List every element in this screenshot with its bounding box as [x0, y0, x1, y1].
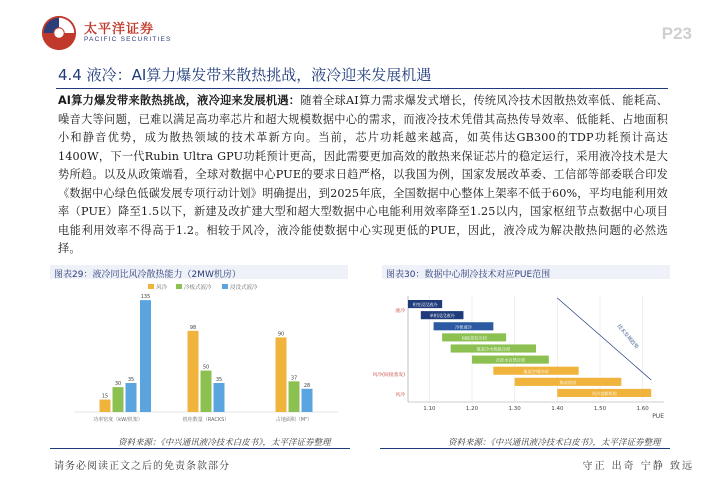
section-underline: [56, 88, 668, 89]
x-axis-title: PUE: [652, 413, 664, 420]
legend-swatch-1: [176, 284, 182, 289]
body-paragraph: [58, 92, 668, 259]
liquid-vs-air-cooling-bar-chart: [56, 282, 346, 432]
trend-label: 技术发展趋势: [615, 323, 640, 351]
data-label-1-2: 35: [215, 377, 223, 383]
page-number: P23: [661, 24, 692, 43]
x-tick-4: 1.50: [593, 406, 607, 412]
data-label-2-0: 90: [277, 331, 285, 338]
footer-motto: 守正 出奇 宁静 致远: [582, 461, 694, 472]
figure-30-rule: [380, 448, 670, 449]
pue-bar-label-6: 氟泵空调冷却: [523, 368, 549, 374]
data-label-1-0: 98: [189, 324, 197, 331]
pue-bar-label-7: 集成机房: [559, 379, 577, 385]
data-label-0-2: 35: [127, 377, 135, 383]
figure-29-rule: [50, 448, 350, 449]
legend-label-0: 风冷: [156, 285, 168, 291]
bar-0-1: [113, 387, 124, 412]
legend-swatch-2: [222, 284, 228, 289]
category-label-0: 功率密度（kW/机架）: [93, 417, 143, 423]
paragraph-body: 随着全球AI算力需求爆发式增长，传统风冷技术因散热效率低、能耗高、噪音大等问题，已难以满足高功率芯片和超大规模数据中心的需求，而液冷技术凭借其高热传导效率、低能耗、占地面积小和静音优势，成为散热领域的技术革新方向。当前，芯片功耗越来越高，如英伟达GB300的TDP功耗预计高达1400W，下一代Rubin Ultra GPU功耗预计更高，因此需要更加高效的散热来保证芯片的稳定运行，采用液冷技术是大势所趋。以及从政策端看，全球对数据中心PUE的要求日趋严格，以我国为例，国家发展改革委、工信部等部委联合印发《数据中心绿色低碳发展专项行动计划》明确提出，到2025年底，全国数据中心整体上架率不低于60%，平均电能利用效率（PUE）降至1.5以下，新建及改扩建大型和超大型数据中心电能利用效率降至1.25以内，国家枢纽节点数据中心项目电能利用效率不得高于1.2。相较于风冷，液冷能使数据中心实现更低的PUE，因此，液冷成为解决散热问题的必然选择。: [58, 94, 669, 255]
category-label-1: 机柜数量（RACKS）: [182, 417, 230, 423]
bar-0-2: [126, 383, 137, 412]
bar-2-2: [302, 389, 313, 412]
data-label-2-1: 37: [290, 375, 298, 382]
figure-29-caption: 图表29：液冷同比风冷散热能力（2MW机房）: [50, 265, 348, 279]
paragraph-lead: AI算力爆发带来散热挑战，液冷迎来发展机遇：: [58, 94, 301, 107]
data-label-extra: 135: [140, 294, 151, 301]
row-label-4: 风冷(间接蒸发): [372, 373, 405, 378]
row-label-0: 液冷: [395, 309, 405, 314]
footer-disclaimer: 请务必阅读正文之后的免责条款部分: [54, 461, 230, 472]
x-tick-2: 1.30: [508, 406, 521, 412]
bar-2-1: [289, 381, 300, 412]
figure-30-source: 资料来源：《中兴通讯液冷技术白皮书》，太平洋证券整理: [448, 438, 661, 448]
data-label-1-1: 50: [202, 364, 210, 371]
bar-0-0: [100, 400, 111, 412]
logo-text-cn: 太平洋证券: [84, 22, 155, 37]
pue-bar-label-1: 单相浸没液冷: [429, 313, 455, 319]
legend-label-1: 冷板式液冷: [184, 285, 212, 291]
data-label-0-1: 30: [114, 381, 122, 388]
figure-29-source: 资料来源：《中兴通讯液冷技术白皮书》，太平洋证券整理: [118, 438, 331, 448]
data-label-2-2: 28: [303, 382, 311, 389]
legend-label-2: 浸没式液冷: [230, 285, 258, 291]
bar-2-0: [276, 337, 287, 412]
category-label-2: 占地面积（M²）: [275, 417, 313, 423]
pue-bar-label-3: 间接蒸发冷却: [461, 335, 487, 341]
bar-1-1: [201, 371, 212, 412]
pue-bar-label-4: 氟泵冷水机组冷却: [476, 346, 511, 352]
bar-1-0: [188, 331, 199, 412]
pue-bar-label-2: 冷板液冷: [455, 324, 472, 330]
pue-range-gantt-chart: [372, 290, 672, 430]
pue-bar-label-8: 风冷直膨机组: [591, 391, 617, 396]
figure-30-caption: 图表30：数据中心制冷技术对应PUE范围: [382, 265, 670, 279]
legend-swatch-0: [148, 284, 154, 289]
pue-bar-label-5: 冷冻水自然冷却: [495, 357, 526, 363]
bar-1-2: [214, 383, 225, 412]
data-label-0-0: 15: [101, 393, 109, 400]
x-tick-3: 1.40: [551, 406, 564, 412]
row-label-5: 风冷: [395, 393, 405, 398]
bar-extra: [140, 300, 151, 412]
logo-text-en: PACIFIC SECURITIES: [84, 36, 172, 43]
section-title: 4.4 液冷：AI算力爆发带来散热挑战，液冷迎来发展机遇: [58, 66, 432, 84]
x-tick-1: 1.20: [465, 406, 479, 412]
pue-bar-label-0: 相变浸没液冷: [412, 302, 438, 308]
pacific-securities-logo: [40, 14, 78, 52]
x-tick-5: 1.60: [636, 406, 649, 412]
x-tick-0: 1.10: [423, 406, 436, 412]
